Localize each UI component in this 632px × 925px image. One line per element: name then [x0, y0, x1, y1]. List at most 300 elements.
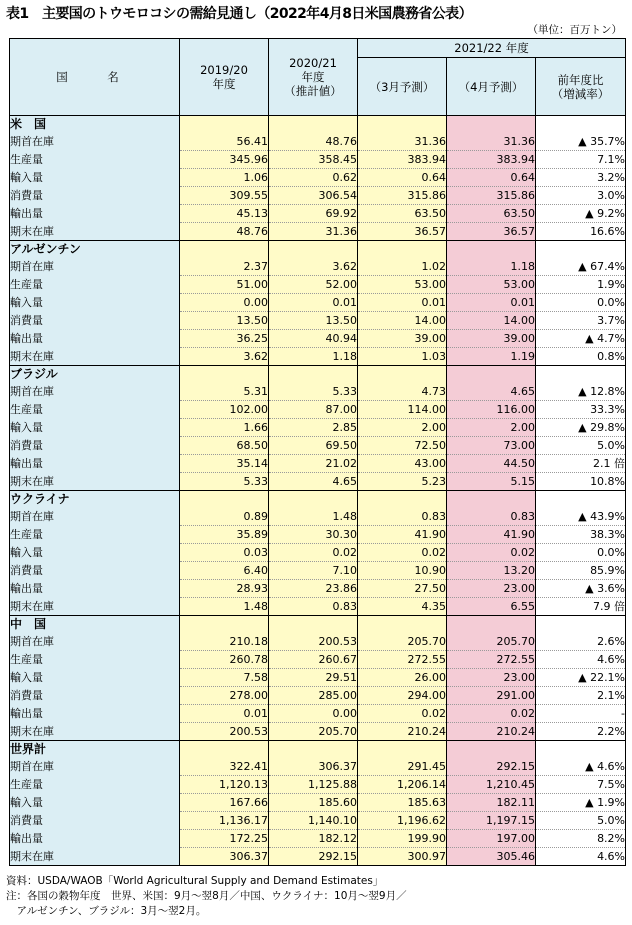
value-cell: 31.36 [447, 133, 536, 151]
table-row [10, 562, 626, 580]
value-cell: 69.92 [269, 205, 358, 223]
value-cell: 278.00 [180, 687, 269, 705]
change-cell: 4.6% [536, 651, 626, 669]
value-cell: 68.50 [180, 437, 269, 455]
value-cell: 14.00 [447, 312, 536, 330]
value-cell: 305.46 [447, 848, 536, 866]
empty-cell [180, 741, 269, 759]
value-cell: 0.83 [269, 598, 358, 616]
row-label: 生産量 [10, 276, 180, 294]
country-name: ブラジル [10, 366, 180, 384]
empty-cell [447, 366, 536, 384]
empty-cell [358, 241, 447, 259]
change-cell: 85.9% [536, 562, 626, 580]
table-row [10, 687, 626, 705]
country-name: 中 国 [10, 616, 180, 634]
value-cell: 23.00 [447, 580, 536, 598]
change-cell: ▲ 3.6% [536, 580, 626, 598]
value-cell: 3.62 [269, 258, 358, 276]
value-cell: 56.41 [180, 133, 269, 151]
row-label: 消費量 [10, 312, 180, 330]
value-cell: 0.64 [447, 169, 536, 187]
empty-cell [536, 241, 626, 259]
change-cell: 1.9% [536, 276, 626, 294]
value-cell: 291.00 [447, 687, 536, 705]
change-cell: 4.6% [536, 848, 626, 866]
change-cell: 3.0% [536, 187, 626, 205]
change-cell: ▲ 9.2% [536, 205, 626, 223]
table-row [10, 794, 626, 812]
value-cell: 272.55 [447, 651, 536, 669]
change-cell: 8.2% [536, 830, 626, 848]
country-name: 米 国 [10, 116, 180, 134]
value-cell: 51.00 [180, 276, 269, 294]
table-row [10, 812, 626, 830]
value-cell: 1,136.17 [180, 812, 269, 830]
row-label: 期末在庫 [10, 598, 180, 616]
value-cell: 0.03 [180, 544, 269, 562]
value-cell: 26.00 [358, 669, 447, 687]
value-cell: 1.48 [180, 598, 269, 616]
value-cell: 14.00 [358, 312, 447, 330]
value-cell: 260.78 [180, 651, 269, 669]
table-row [10, 205, 626, 223]
empty-cell [269, 741, 358, 759]
value-cell: 39.00 [358, 330, 447, 348]
empty-cell [536, 491, 626, 509]
value-cell: 87.00 [269, 401, 358, 419]
change-cell: 0.8% [536, 348, 626, 366]
value-cell: 172.25 [180, 830, 269, 848]
value-cell: 383.94 [447, 151, 536, 169]
value-cell: 23.86 [269, 580, 358, 598]
group-row [10, 491, 626, 509]
value-cell: 1.19 [447, 348, 536, 366]
value-cell: 0.62 [269, 169, 358, 187]
value-cell: 292.15 [447, 758, 536, 776]
value-cell: 182.12 [269, 830, 358, 848]
row-label: 期末在庫 [10, 848, 180, 866]
value-cell: 294.00 [358, 687, 447, 705]
empty-cell [269, 616, 358, 634]
table-row [10, 276, 626, 294]
value-cell: 0.00 [269, 705, 358, 723]
value-cell: 6.55 [447, 598, 536, 616]
value-cell: 63.50 [358, 205, 447, 223]
value-cell: 0.02 [358, 544, 447, 562]
value-cell: 182.11 [447, 794, 536, 812]
table-row [10, 455, 626, 473]
value-cell: 30.30 [269, 526, 358, 544]
value-cell: 167.66 [180, 794, 269, 812]
empty-cell [269, 116, 358, 134]
value-cell: 10.90 [358, 562, 447, 580]
value-cell: 205.70 [358, 633, 447, 651]
change-cell: - [536, 705, 626, 723]
value-cell: 0.02 [358, 705, 447, 723]
header-2019-20: 2019/20 年度 [180, 39, 269, 116]
empty-cell [536, 741, 626, 759]
empty-cell [447, 741, 536, 759]
country-name: 世界計 [10, 741, 180, 759]
value-cell: 1,206.14 [358, 776, 447, 794]
value-cell: 5.23 [358, 473, 447, 491]
value-cell: 0.02 [269, 544, 358, 562]
table-row [10, 223, 626, 241]
value-cell: 0.01 [358, 294, 447, 312]
change-cell: 2.6% [536, 633, 626, 651]
empty-cell [536, 116, 626, 134]
value-cell: 1.66 [180, 419, 269, 437]
change-cell: 2.2% [536, 723, 626, 741]
value-cell: 36.57 [447, 223, 536, 241]
row-label: 生産量 [10, 151, 180, 169]
value-cell: 345.96 [180, 151, 269, 169]
value-cell: 44.50 [447, 455, 536, 473]
value-cell: 210.24 [358, 723, 447, 741]
value-cell: 306.37 [269, 758, 358, 776]
value-cell: 0.64 [358, 169, 447, 187]
value-cell: 28.93 [180, 580, 269, 598]
footnotes [6, 874, 407, 919]
country-name: ウクライナ [10, 491, 180, 509]
row-label: 消費量 [10, 437, 180, 455]
value-cell: 306.37 [180, 848, 269, 866]
value-cell: 0.83 [358, 508, 447, 526]
change-cell: 7.9 倍 [536, 598, 626, 616]
value-cell: 13.20 [447, 562, 536, 580]
value-cell: 1,197.15 [447, 812, 536, 830]
value-cell: 35.14 [180, 455, 269, 473]
value-cell: 260.67 [269, 651, 358, 669]
change-cell: ▲ 4.6% [536, 758, 626, 776]
value-cell: 306.54 [269, 187, 358, 205]
value-cell: 0.01 [447, 294, 536, 312]
value-cell: 285.00 [269, 687, 358, 705]
empty-cell [358, 616, 447, 634]
value-cell: 13.50 [180, 312, 269, 330]
header-march-forecast: （3月予測） [358, 58, 447, 116]
table-row [10, 669, 626, 687]
value-cell: 53.00 [447, 276, 536, 294]
value-cell: 31.36 [269, 223, 358, 241]
value-cell: 13.50 [269, 312, 358, 330]
table-row [10, 651, 626, 669]
row-label: 期末在庫 [10, 223, 180, 241]
change-cell: 7.5% [536, 776, 626, 794]
value-cell: 6.40 [180, 562, 269, 580]
table-row [10, 473, 626, 491]
value-cell: 309.55 [180, 187, 269, 205]
value-cell: 300.97 [358, 848, 447, 866]
country-name: アルゼンチン [10, 241, 180, 259]
row-label: 生産量 [10, 651, 180, 669]
empty-cell [180, 241, 269, 259]
row-label: 輸入量 [10, 669, 180, 687]
empty-cell [180, 116, 269, 134]
empty-cell [447, 241, 536, 259]
value-cell: 2.85 [269, 419, 358, 437]
table-row [10, 758, 626, 776]
row-label: 生産量 [10, 401, 180, 419]
crop-year-note: 注：各国の穀物年度 世界、米国：9月～翌8月／中国、ウクライナ：10月～翌9月／ [6, 890, 407, 902]
value-cell: 2.37 [180, 258, 269, 276]
table-row [10, 294, 626, 312]
value-cell: 200.53 [269, 633, 358, 651]
value-cell: 36.25 [180, 330, 269, 348]
value-cell: 383.94 [358, 151, 447, 169]
change-cell: 0.0% [536, 544, 626, 562]
table-row [10, 348, 626, 366]
table-row [10, 187, 626, 205]
table-row [10, 580, 626, 598]
value-cell: 48.76 [269, 133, 358, 151]
value-cell: 40.94 [269, 330, 358, 348]
value-cell: 197.00 [447, 830, 536, 848]
value-cell: 43.00 [358, 455, 447, 473]
value-cell: 3.62 [180, 348, 269, 366]
value-cell: 1.06 [180, 169, 269, 187]
header-2021-22: 2021/22 年度 [358, 39, 626, 58]
row-label: 期首在庫 [10, 758, 180, 776]
change-cell: 5.0% [536, 437, 626, 455]
row-label: 消費量 [10, 812, 180, 830]
row-label: 輸出量 [10, 705, 180, 723]
value-cell: 27.50 [358, 580, 447, 598]
value-cell: 31.36 [358, 133, 447, 151]
value-cell: 4.65 [269, 473, 358, 491]
value-cell: 7.10 [269, 562, 358, 580]
header-country-name: 国 名 [10, 39, 180, 116]
value-cell: 1,196.62 [358, 812, 447, 830]
value-cell: 0.89 [180, 508, 269, 526]
header-2020-21: 2020/21 年度 （推計値） [269, 39, 358, 116]
group-row [10, 616, 626, 634]
value-cell: 4.65 [447, 383, 536, 401]
value-cell: 73.00 [447, 437, 536, 455]
value-cell: 116.00 [447, 401, 536, 419]
value-cell: 185.60 [269, 794, 358, 812]
value-cell: 315.86 [358, 187, 447, 205]
value-cell: 21.02 [269, 455, 358, 473]
value-cell: 1,210.45 [447, 776, 536, 794]
change-cell: 2.1% [536, 687, 626, 705]
value-cell: 41.90 [358, 526, 447, 544]
row-label: 輸入量 [10, 294, 180, 312]
table-row [10, 133, 626, 151]
value-cell: 36.57 [358, 223, 447, 241]
value-cell: 185.63 [358, 794, 447, 812]
empty-cell [447, 116, 536, 134]
value-cell: 114.00 [358, 401, 447, 419]
table-row [10, 401, 626, 419]
empty-cell [358, 116, 447, 134]
empty-cell [269, 241, 358, 259]
row-label: 期末在庫 [10, 348, 180, 366]
value-cell: 205.70 [447, 633, 536, 651]
change-cell: 3.7% [536, 312, 626, 330]
value-cell: 52.00 [269, 276, 358, 294]
unit-label: （単位：百万トン） [527, 24, 622, 36]
group-row [10, 741, 626, 759]
change-cell: 33.3% [536, 401, 626, 419]
group-row [10, 366, 626, 384]
value-cell: 0.02 [447, 705, 536, 723]
table-row [10, 258, 626, 276]
value-cell: 1,125.88 [269, 776, 358, 794]
value-cell: 315.86 [447, 187, 536, 205]
value-cell: 0.01 [180, 705, 269, 723]
row-label: 消費量 [10, 562, 180, 580]
row-label: 期首在庫 [10, 258, 180, 276]
value-cell: 322.41 [180, 758, 269, 776]
value-cell: 48.76 [180, 223, 269, 241]
source-note: 資料：USDA/WAOB「World Agricultural Supply and Demand Estimates」 [6, 875, 384, 887]
change-cell: ▲ 35.7% [536, 133, 626, 151]
change-cell: ▲ 22.1% [536, 669, 626, 687]
value-cell: 0.00 [180, 294, 269, 312]
page-title: 表1 主要国のトウモロコシの需給見通し（2022年4月8日米国農務省公表） [6, 6, 472, 22]
value-cell: 102.00 [180, 401, 269, 419]
header-april-forecast: （4月予測） [447, 58, 536, 116]
table-row [10, 526, 626, 544]
row-label: 輸入量 [10, 794, 180, 812]
value-cell: 200.53 [180, 723, 269, 741]
header-yoy-change: 前年度比 （増減率） [536, 58, 626, 116]
row-label: 輸出量 [10, 455, 180, 473]
row-label: 期首在庫 [10, 133, 180, 151]
value-cell: 0.01 [269, 294, 358, 312]
value-cell: 4.73 [358, 383, 447, 401]
value-cell: 72.50 [358, 437, 447, 455]
value-cell: 1.03 [358, 348, 447, 366]
change-cell: ▲ 12.8% [536, 383, 626, 401]
empty-cell [358, 366, 447, 384]
value-cell: 272.55 [358, 651, 447, 669]
change-cell: 38.3% [536, 526, 626, 544]
change-cell: 3.2% [536, 169, 626, 187]
empty-cell [447, 491, 536, 509]
value-cell: 2.00 [358, 419, 447, 437]
value-cell: 2.00 [447, 419, 536, 437]
value-cell: 5.31 [180, 383, 269, 401]
value-cell: 1.18 [447, 258, 536, 276]
group-row [10, 241, 626, 259]
value-cell: 45.13 [180, 205, 269, 223]
table-row [10, 848, 626, 866]
value-cell: 1.48 [269, 508, 358, 526]
value-cell: 210.24 [447, 723, 536, 741]
change-cell: 2.1 倍 [536, 455, 626, 473]
change-cell: ▲ 4.7% [536, 330, 626, 348]
empty-cell [536, 366, 626, 384]
value-cell: 1.18 [269, 348, 358, 366]
row-label: 輸入量 [10, 544, 180, 562]
table-row [10, 437, 626, 455]
value-cell: 53.00 [358, 276, 447, 294]
value-cell: 1,120.13 [180, 776, 269, 794]
table-body [10, 116, 626, 866]
row-label: 期首在庫 [10, 633, 180, 651]
row-label: 消費量 [10, 687, 180, 705]
row-label: 消費量 [10, 187, 180, 205]
value-cell: 0.02 [447, 544, 536, 562]
value-cell: 210.18 [180, 633, 269, 651]
table-row [10, 776, 626, 794]
change-cell: ▲ 67.4% [536, 258, 626, 276]
value-cell: 358.45 [269, 151, 358, 169]
row-label: 期末在庫 [10, 473, 180, 491]
empty-cell [358, 491, 447, 509]
change-cell: 5.0% [536, 812, 626, 830]
value-cell: 69.50 [269, 437, 358, 455]
group-row [10, 116, 626, 134]
table-row [10, 383, 626, 401]
value-cell: 5.33 [180, 473, 269, 491]
value-cell: 5.15 [447, 473, 536, 491]
empty-cell [269, 491, 358, 509]
row-label: 期末在庫 [10, 723, 180, 741]
value-cell: 63.50 [447, 205, 536, 223]
empty-cell [180, 616, 269, 634]
change-cell: 0.0% [536, 294, 626, 312]
value-cell: 29.51 [269, 669, 358, 687]
row-label: 期首在庫 [10, 508, 180, 526]
table-row [10, 633, 626, 651]
table-row [10, 312, 626, 330]
empty-cell [447, 616, 536, 634]
value-cell: 41.90 [447, 526, 536, 544]
row-label: 輸出量 [10, 580, 180, 598]
row-label: 生産量 [10, 776, 180, 794]
empty-cell [180, 366, 269, 384]
table-row [10, 330, 626, 348]
value-cell: 199.90 [358, 830, 447, 848]
table-row [10, 419, 626, 437]
table-row [10, 723, 626, 741]
table-row [10, 169, 626, 187]
value-cell: 292.15 [269, 848, 358, 866]
row-label: 輸出量 [10, 205, 180, 223]
row-label: 期首在庫 [10, 383, 180, 401]
row-label: 輸出量 [10, 330, 180, 348]
empty-cell [269, 366, 358, 384]
empty-cell [536, 616, 626, 634]
change-cell: ▲ 29.8% [536, 419, 626, 437]
value-cell: 1.02 [358, 258, 447, 276]
value-cell: 7.58 [180, 669, 269, 687]
value-cell: 39.00 [447, 330, 536, 348]
value-cell: 291.45 [358, 758, 447, 776]
value-cell: 23.00 [447, 669, 536, 687]
table-row [10, 705, 626, 723]
table-row [10, 508, 626, 526]
value-cell: 5.33 [269, 383, 358, 401]
row-label: 輸入量 [10, 419, 180, 437]
value-cell: 4.35 [358, 598, 447, 616]
row-label: 輸入量 [10, 169, 180, 187]
change-cell: ▲ 43.9% [536, 508, 626, 526]
change-cell: 10.8% [536, 473, 626, 491]
value-cell: 1,140.10 [269, 812, 358, 830]
value-cell: 205.70 [269, 723, 358, 741]
change-cell: 16.6% [536, 223, 626, 241]
change-cell: 7.1% [536, 151, 626, 169]
row-label: 生産量 [10, 526, 180, 544]
table-row [10, 598, 626, 616]
value-cell: 0.83 [447, 508, 536, 526]
table-row [10, 544, 626, 562]
